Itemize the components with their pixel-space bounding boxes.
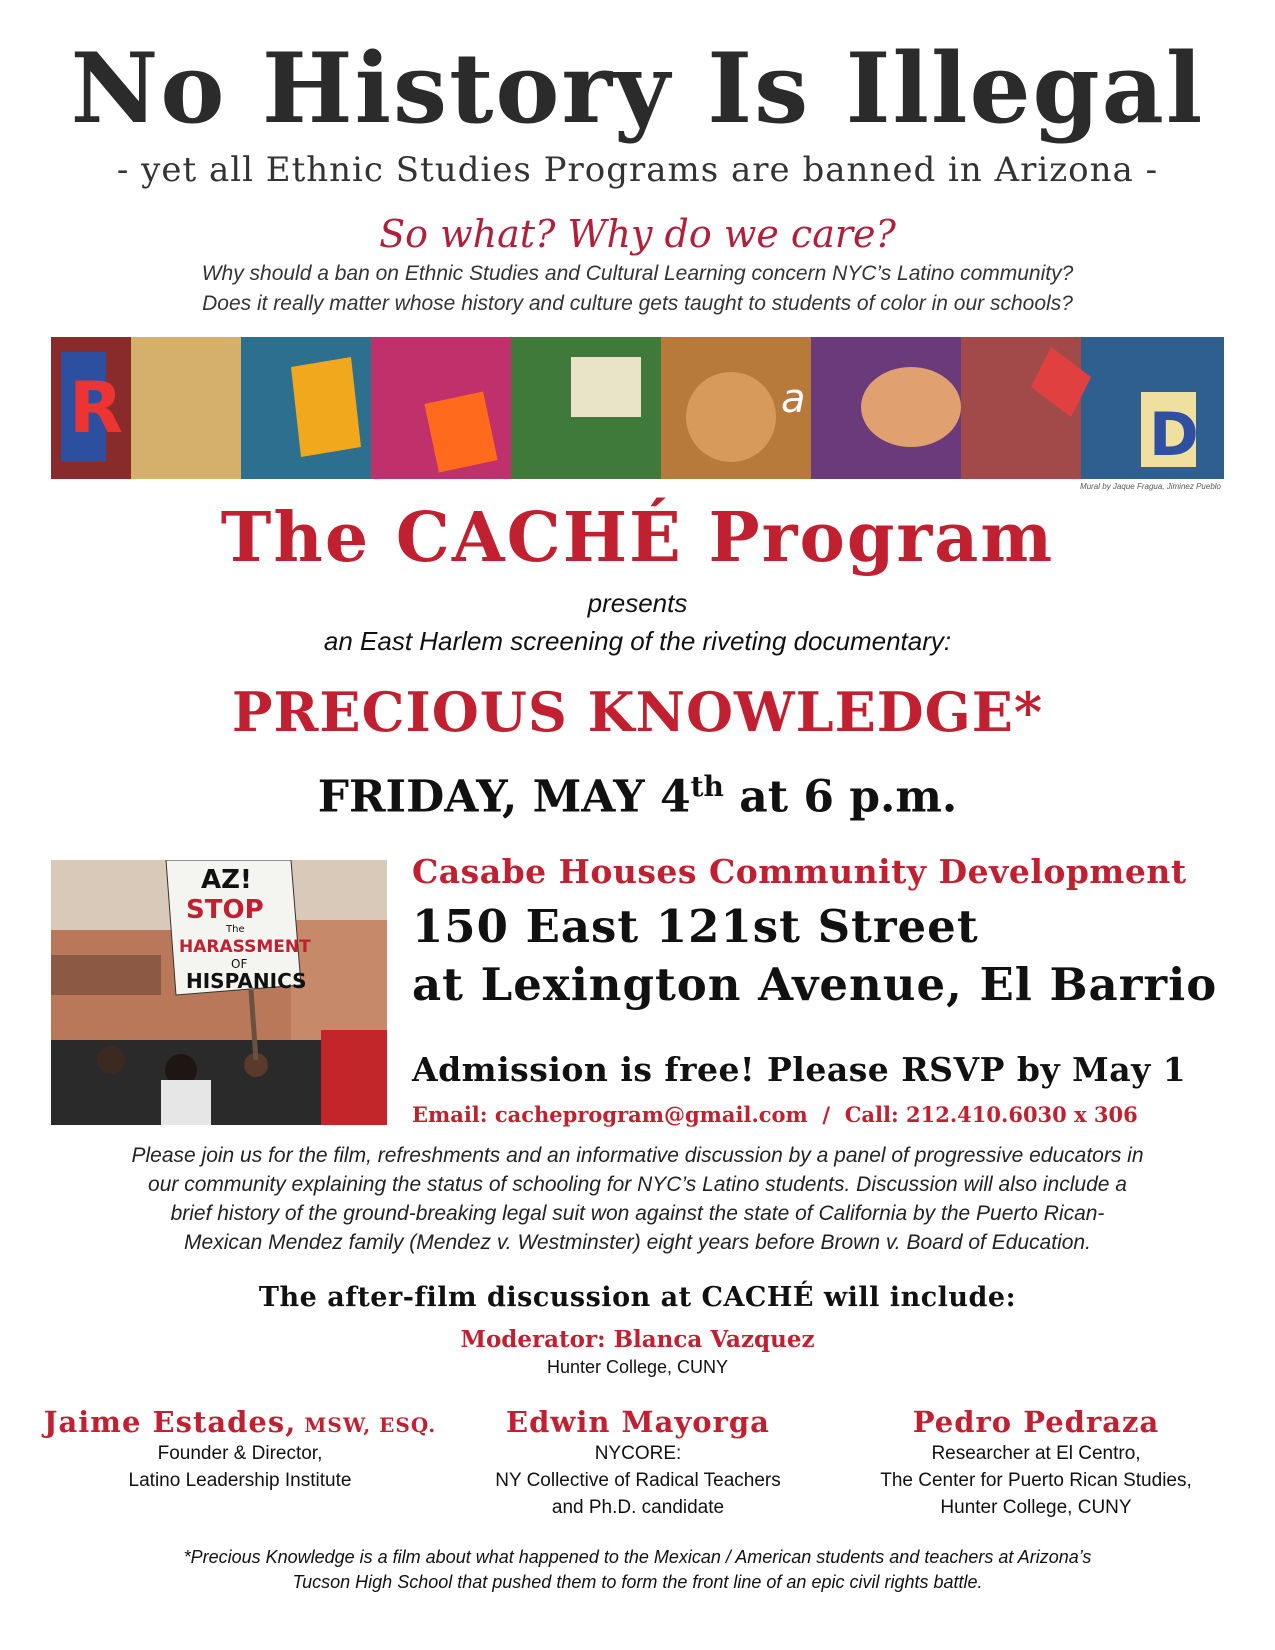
screening-text: an East Harlem screening of the riveting documentary: xyxy=(323,626,952,656)
venue-name: Casabe Houses Community Development xyxy=(412,852,1187,891)
protest-photo xyxy=(51,860,387,1125)
footnote-line: Tucson High School that pushed them to form the front line of an epic civil rights battle. xyxy=(292,1572,983,1592)
date-time: at 6 p.m. xyxy=(723,771,958,823)
panelist xyxy=(30,1405,450,1493)
panelist-affiliation: Researcher at El Centro, xyxy=(931,1443,1141,1464)
date-suffix: th xyxy=(690,770,724,803)
film-title: PRECIOUS KNOWLEDGE* xyxy=(231,680,1044,744)
description-line: Please join us for the film, refreshments and an informative discussion by a panel of progressive educators in xyxy=(131,1144,1144,1167)
panelist-credentials: MSW, ESQ. xyxy=(296,1413,437,1437)
panelist-affiliation: and Ph.D. candidate xyxy=(551,1497,725,1518)
panelist-name: Edwin Mayorga xyxy=(506,1405,770,1439)
panelist-affiliation: The Center for Puerto Rican Studies, xyxy=(880,1470,1192,1491)
program-title: The CACHÉ Program xyxy=(220,498,1055,578)
panelist-affiliation: Founder & Director, xyxy=(157,1443,323,1464)
sign-text: OF xyxy=(231,957,248,971)
description-line: Mexican Mendez family (Mendez v. Westminster) eight years before Brown v. Board of Education. xyxy=(184,1231,1091,1254)
contact-info: Email: cacheprogram@gmail.com / Call: 212.410.6030 x 306 xyxy=(412,1102,1138,1127)
question-line: Why should a ban on Ethnic Studies and Cultural Learning concern NYC’s Latino community? xyxy=(201,262,1074,285)
svg-text:R: R xyxy=(69,367,123,449)
question-heading: So what? Why do we care? xyxy=(379,212,896,256)
presents-text: presents xyxy=(587,588,688,618)
venue-cross-street: at Lexington Avenue, El Barrio xyxy=(412,958,1218,1011)
venue-address: 150 East 121st Street xyxy=(412,900,979,953)
sign-text: HISPANICS xyxy=(186,969,307,993)
moderator-name: Moderator: Blanca Vazquez xyxy=(460,1326,815,1353)
discussion-heading: The after-film discussion at CACHÉ will include: xyxy=(258,1282,1017,1313)
panelist-affiliation: Latino Leadership Institute xyxy=(128,1470,352,1491)
question-line: Does it really matter whose history and culture gets taught to students of color in our schools? xyxy=(202,292,1073,315)
flyer-title: No History Is Illegal xyxy=(70,32,1205,145)
panelist xyxy=(826,1405,1246,1520)
date-main: FRIDAY, MAY 4 xyxy=(317,771,691,823)
panelist-affiliation: NY Collective of Radical Teachers xyxy=(495,1470,781,1491)
panelist xyxy=(428,1405,848,1520)
description-line: our community explaining the status of schooling for NYC’s Latino students. Discussion will also include a xyxy=(148,1173,1127,1196)
sign-text: STOP xyxy=(186,895,264,925)
panelist-affiliation: NYCORE: xyxy=(594,1443,682,1464)
svg-text:D: D xyxy=(1149,400,1199,470)
svg-text:a: a xyxy=(781,376,806,422)
moderator-affiliation: Hunter College, CUNY xyxy=(546,1357,729,1377)
footnote-line: *Precious Knowledge is a film about what happened to the Mexican / American students and teachers at Arizona’s xyxy=(183,1547,1092,1567)
panelist-affiliation: Hunter College, CUNY xyxy=(940,1497,1132,1518)
sign-text: AZ! xyxy=(201,865,252,895)
sign-text: HARASSMENT xyxy=(179,937,311,957)
panelist-name: Jaime Estades, MSW, ESQ. xyxy=(43,1405,437,1439)
description-line: brief history of the ground-breaking legal suit won against the state of California by the Puerto Rican- xyxy=(170,1202,1105,1225)
admission-text: Admission is free! Please RSVP by May 1 xyxy=(412,1050,1187,1089)
sign-text: The xyxy=(226,924,245,935)
panelist-name: Pedro Pedraza xyxy=(912,1405,1160,1439)
event-date xyxy=(0,770,1275,823)
mural-image xyxy=(51,337,1224,479)
flyer-subtitle: - yet all Ethnic Studies Programs are banned in Arizona - xyxy=(116,150,1159,190)
mural-caption: Mural by Jaque Fragua, Jiminez Pueblo xyxy=(1080,482,1221,491)
